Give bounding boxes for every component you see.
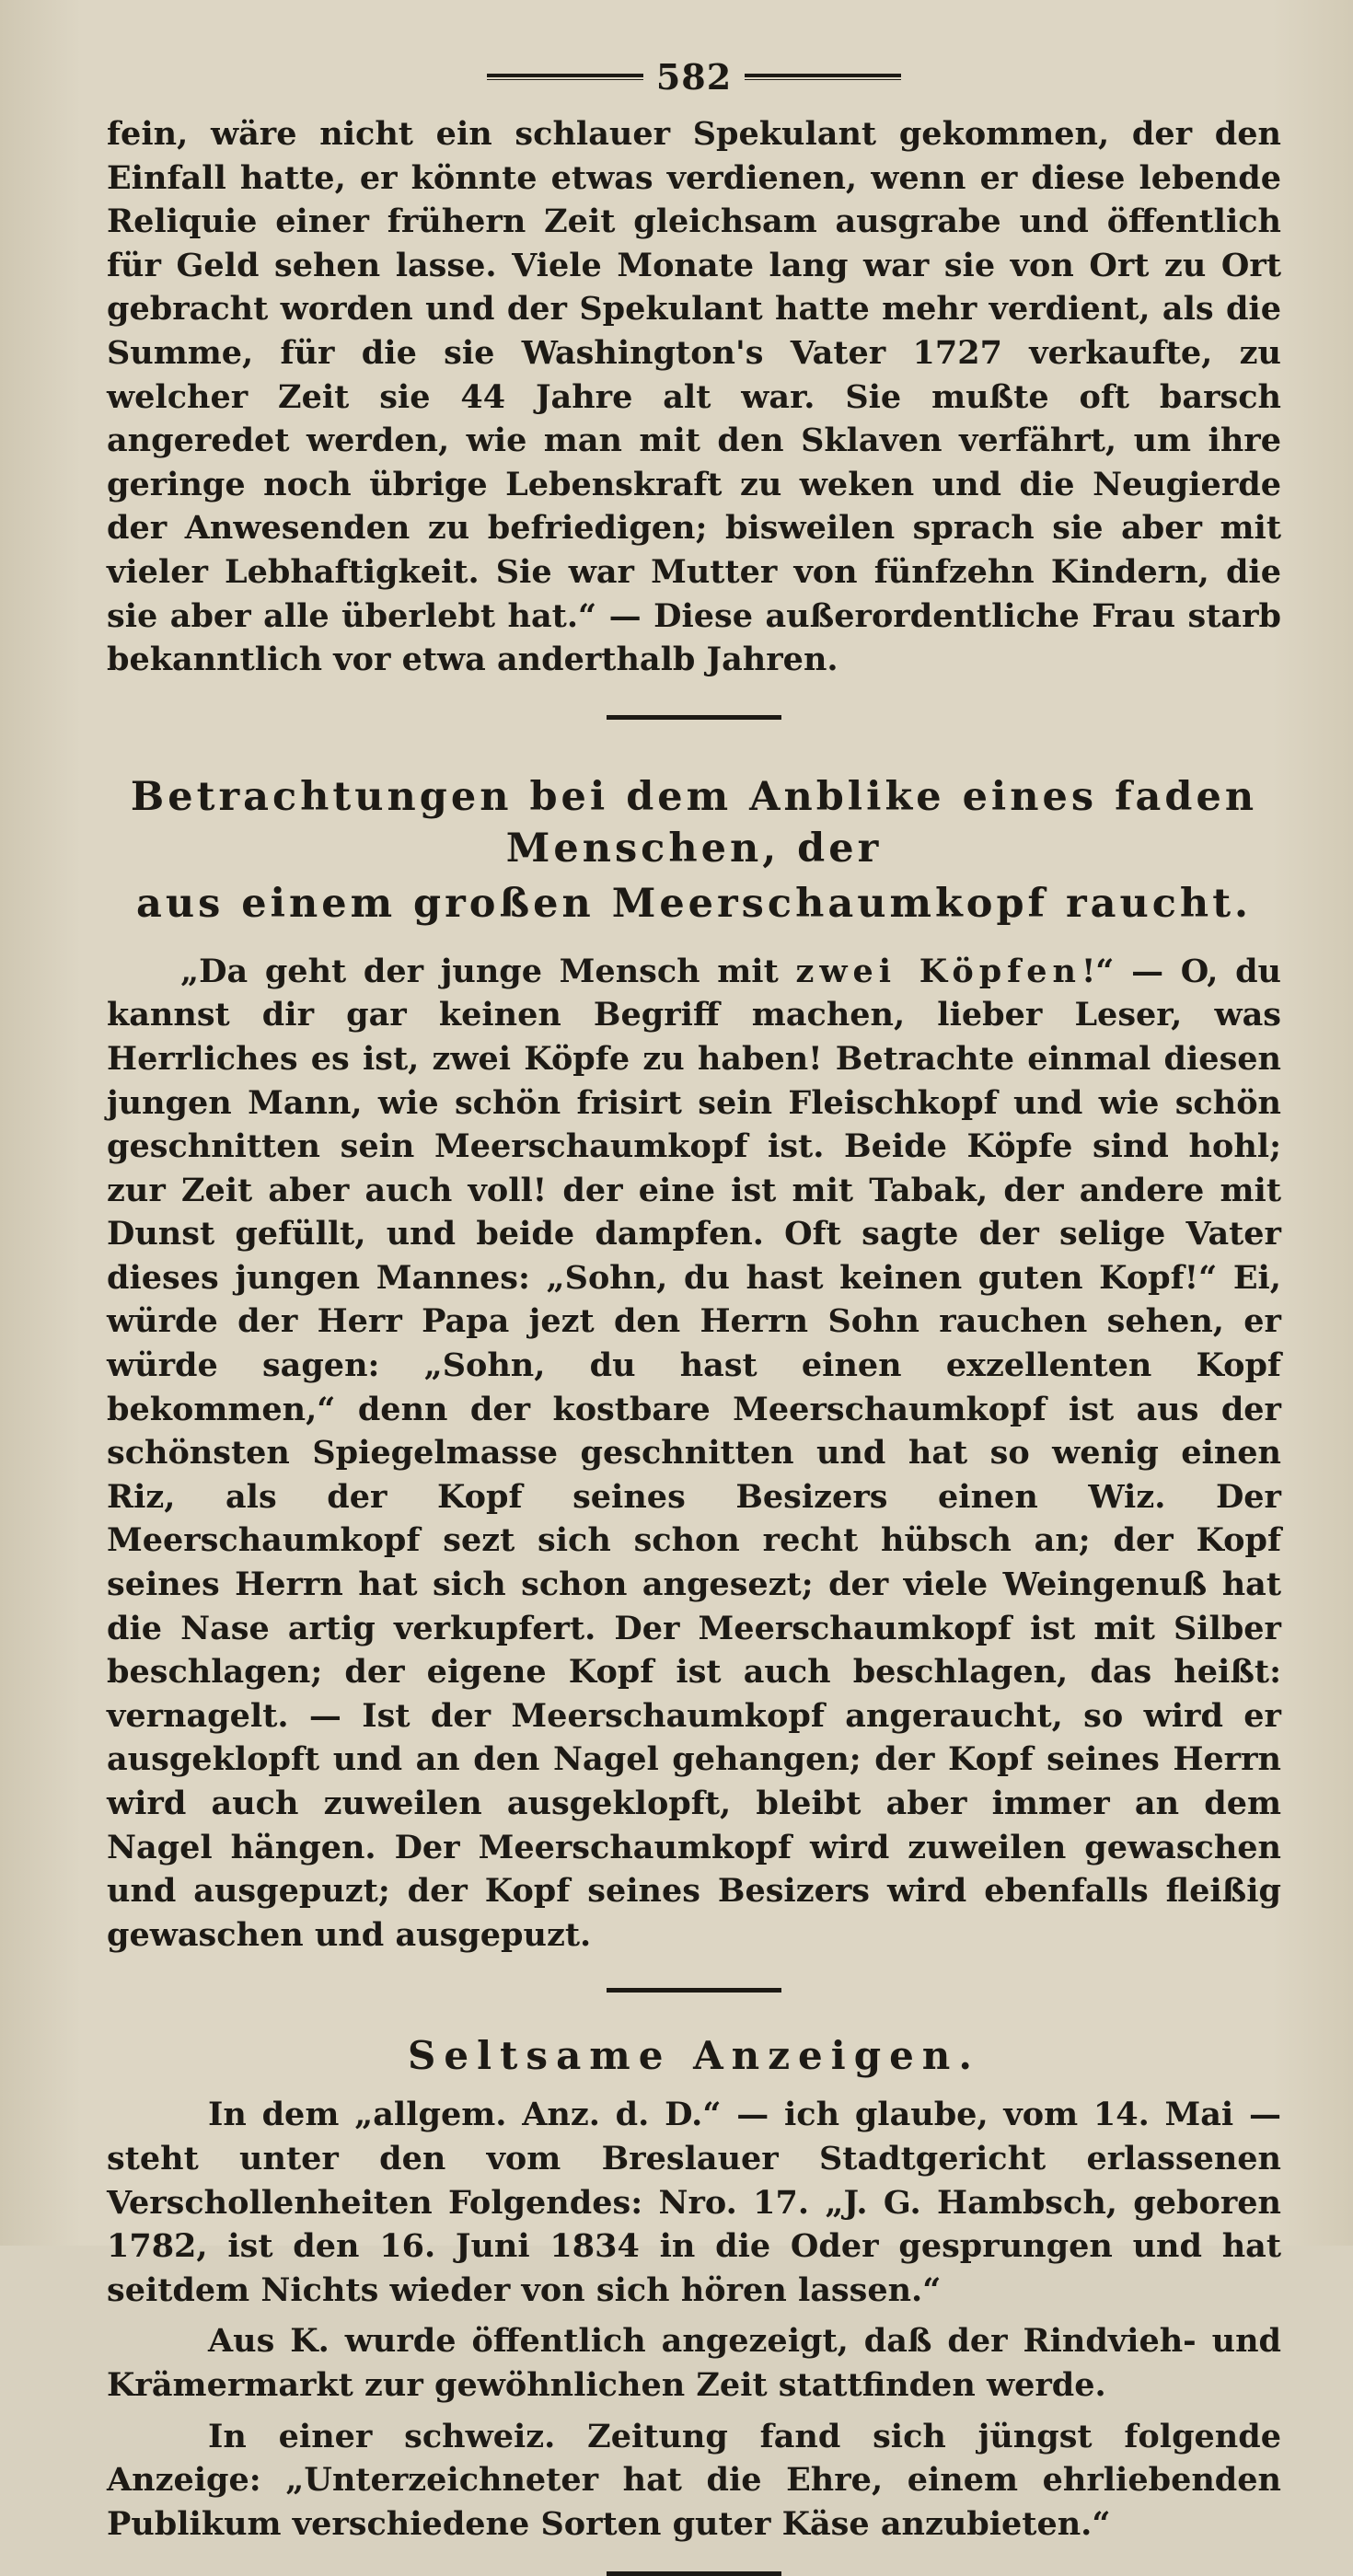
article-body <box>107 950 1281 1958</box>
continued-paragraph: fein, wäre nicht ein schlauer Spekulant gekommen, der den Einfall hatte, er könnte etwas verdienen, wenn er diese lebende Reliquie einer frühern Zeit gleichsam ausgrabe und öffentlich für Geld sehen lasse. Viele Monate lang war sie von Ort zu Ort gebracht worden und der Spekulant hatte mehr verdient, als die Summe, für die sie Washington's Vater 1727 verkaufte, zu welcher Zeit sie 44 Jahre alt war. Sie mußte oft barsch angeredet werden, wie man mit den Sklaven verfährt, um ihre geringe noch übrige Lebenskraft zu weken und die Neugierde der Anwesenden zu befriedigen; bisweilen sprach sie aber mit vieler Lebhaftigkeit. Sie war Mutter von fünfzehn Kindern, die sie aber alle überlebt hat.“ — Diese außerordentliche Frau starb bekanntlich vor etwa anderthalb Jahren. <box>107 115 1281 679</box>
article-body-spaced: zwei Köpfen <box>795 952 1081 990</box>
section-divider-2 <box>607 1988 781 1993</box>
article-title-line-1: Betrachtungen bei dem Anblike eines faden Menschen, der <box>130 773 1258 872</box>
notice-paragraph-2: Aus K. wurde öffentlich angezeigt, daß der Rindvieh- und Krämermarkt zur gewöhnlichen Zeit stattfinden werde. <box>107 2322 1281 2404</box>
article-title-line-2: aus einem großen Meerschaumkopf raucht. <box>135 880 1253 927</box>
header-rule-right <box>745 74 901 80</box>
page-header <box>107 44 1281 109</box>
article-body-start: „Da geht der junge Mensch mit <box>180 952 796 990</box>
notice-paragraph-1: In dem „allgem. Anz. d. D.“ — ich glaube, vom 14. Mai — steht unter den vom Breslauer Stadtgericht erlassenen Verschollenheiten Folgendes: Nro. 17. „J. G. Hambsch, geboren 1782, ist den 16. Juni 1834 in die Oder gesprungen und hat seitdem Nichts wieder von sich hören lassen.“ <box>107 2096 1281 2309</box>
article-title-block <box>107 771 1281 930</box>
section-divider-3 <box>607 2571 781 2576</box>
section-divider-1 <box>607 715 781 720</box>
page-number: 582 <box>655 55 733 98</box>
notice-paragraph-3: In einer schweiz. Zeitung fand sich jüngst folgende Anzeige: „Unterzeichneter hat die Ehre, einem ehrliebenden Publikum verschiedene Sorten guter Käse anzubieten.“ <box>107 2417 1281 2543</box>
section-title-seltsame-anzeigen: Seltsame Anzeigen. <box>408 2033 980 2079</box>
article-body-rest: !“ — O, du kannst dir gar keinen Begriff machen, lieber Leser, was Herrliches es ist, zwei Köpfe zu haben! Betrachte einmal diesen jungen Mann, wie schön frisirt sein Fleischkopf und wie schön geschnitten sein Meerschaumkopf ist. Beide Köpfe sind hohl; zur Zeit aber auch voll! der eine ist mit Tabak, der andere mit Dunst gefüllt, und beide dampfen. Oft sagte der selige Vater dieses jungen Mannes: „Sohn, du hast keinen guten Kopf!“ Ei, würde der Herr Papa jezt den Herrn Sohn rauchen sehen, er würde sagen: „Sohn, du hast einen exzellenten Kopf bekommen,“ denn der kostbare Meerschaumkopf ist aus der schönsten Spiegelmasse geschnitten und hat so wenig einen Riz, als der Kopf seines Besizers einen Wiz. Der Meerschaumkopf sezt sich schon recht hübsch an; der Kopf seines Herrn hat sich schon angesezt; der viele Weingenuß hat die Nase artig verkupfert. Der Meerschaumkopf ist mit Silber beschlagen; der eigene Kopf ist auch beschlagen, das heißt: vernagelt. — Ist der Meerschaumkopf angeraucht, so wird er ausgeklopft und an den Nagel gehangen; der Kopf seines Herrn wird auch zuweilen ausgeklopft, bleibt aber immer an dem Nagel hängen. Der Meerschaumkopf wird zuweilen gewaschen und ausgepuzt; der Kopf seines Besizers wird ebenfalls fleißig gewaschen und ausgepuzt. <box>107 952 1281 1954</box>
header-rule-left <box>487 74 643 80</box>
